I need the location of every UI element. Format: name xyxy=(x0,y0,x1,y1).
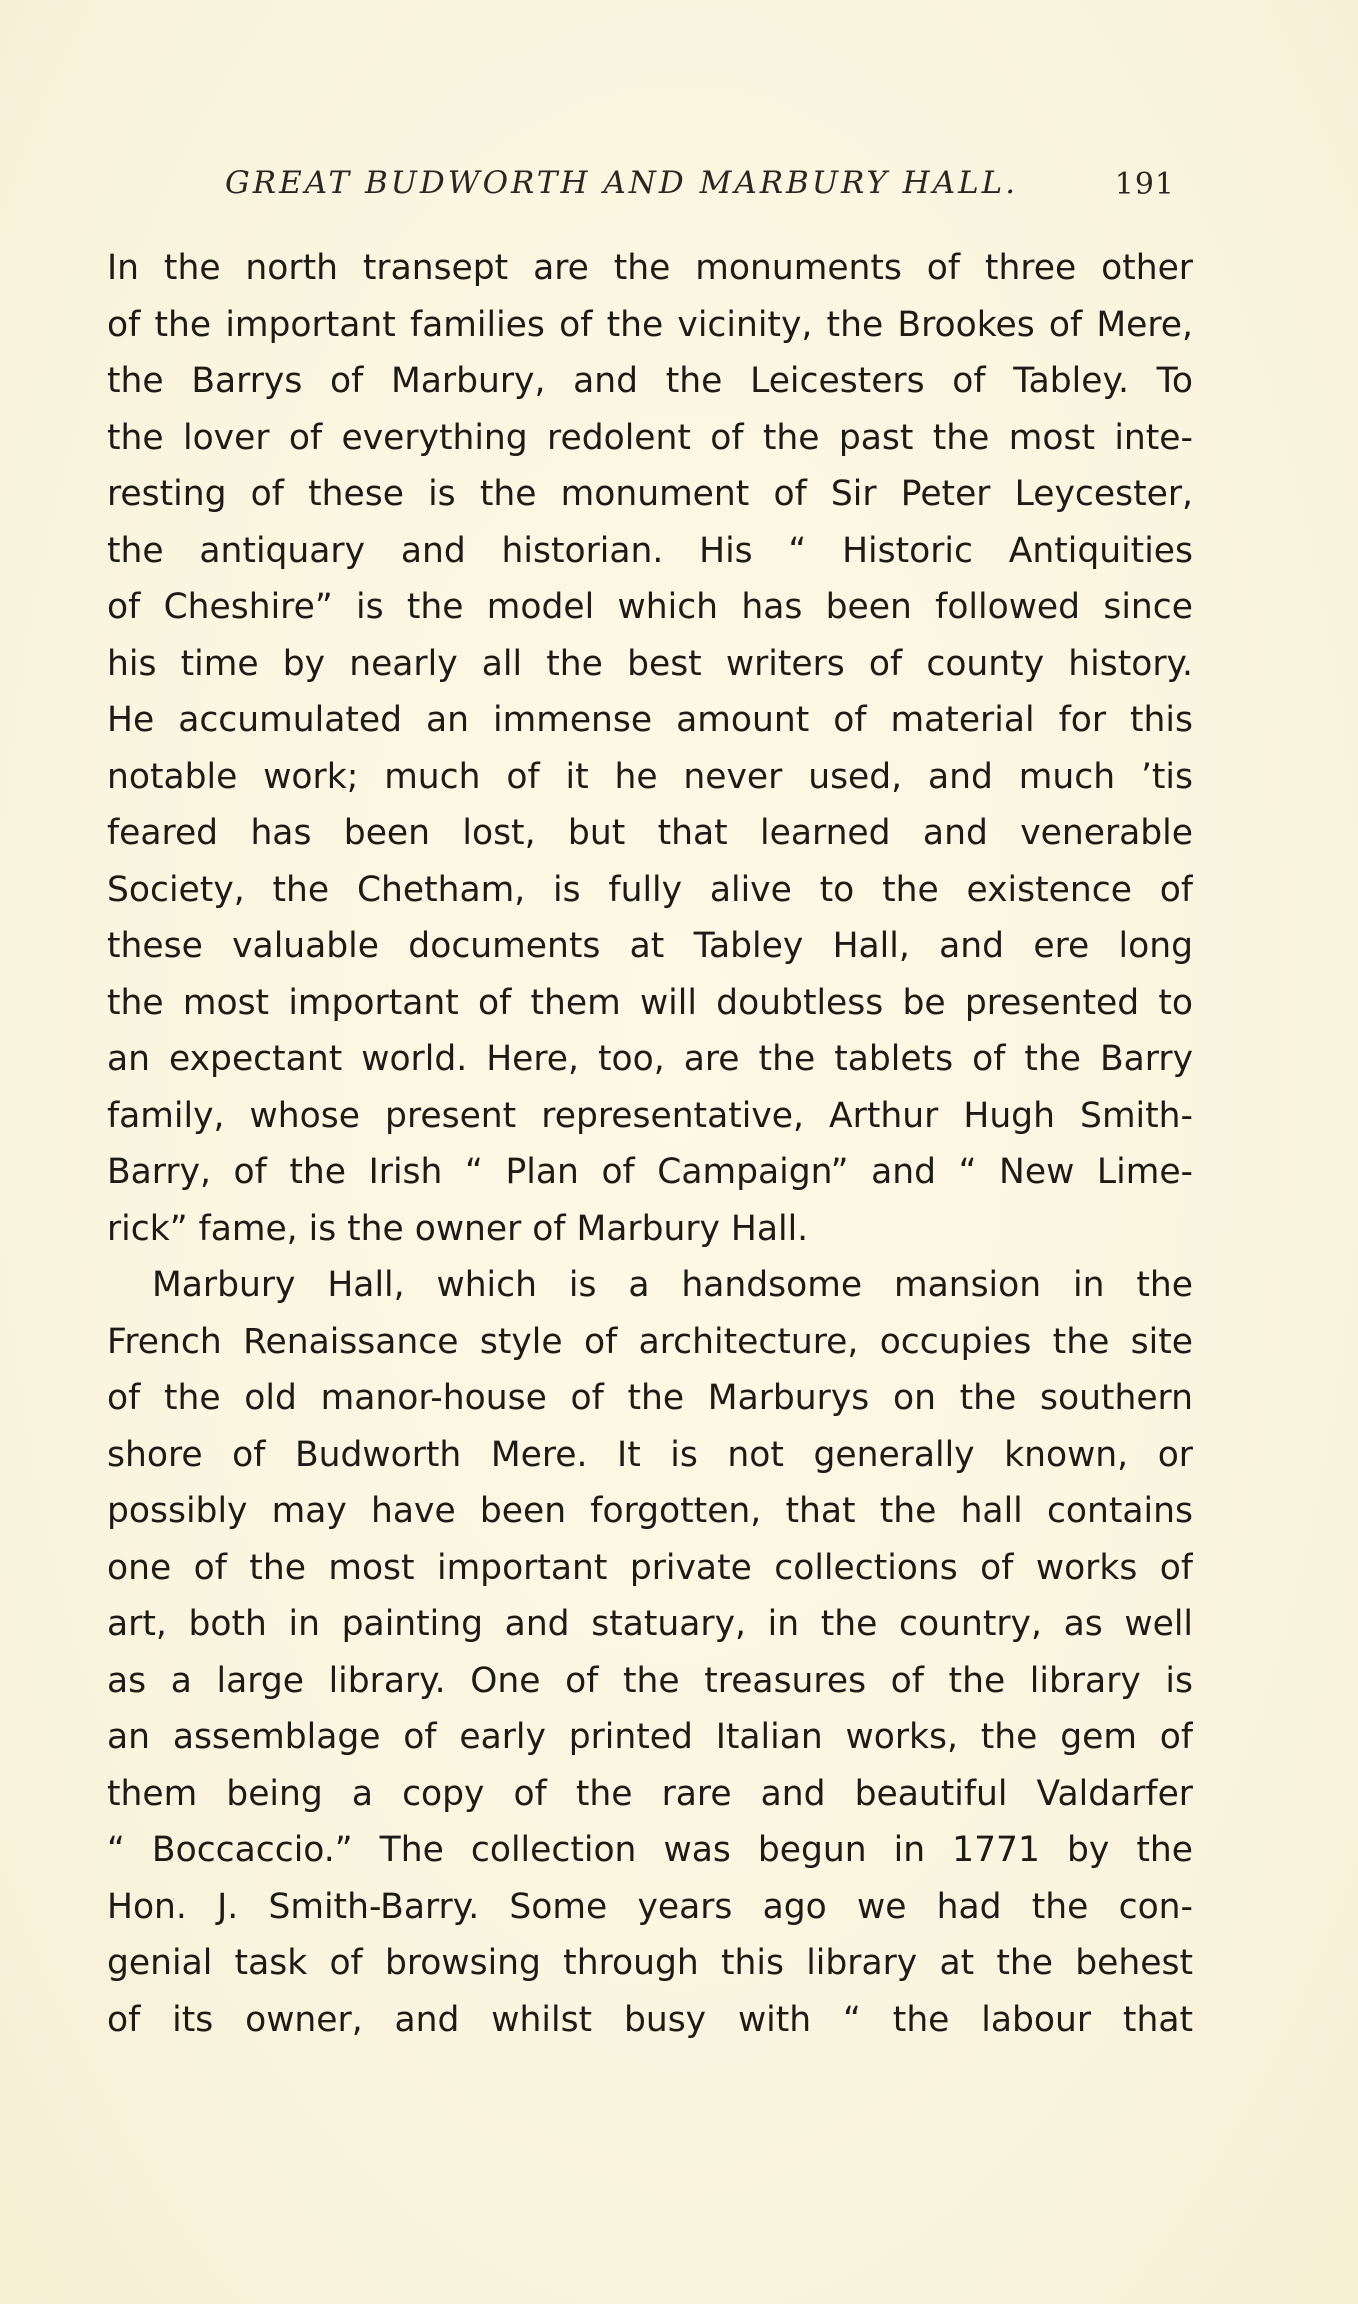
paragraph-2 xyxy=(107,1257,1193,2048)
text-line: them being a copy of the rare and beautiful Valdarfer xyxy=(107,1773,1193,1814)
text-line: the lover of everything redolent of the past the most inte- xyxy=(107,417,1193,458)
text-line: “ Boccaccio.” The collection was begun in 1771 by the xyxy=(107,1830,1193,1870)
text-line: In the north transept are the monuments of three other xyxy=(107,248,1193,288)
text-line: Society, the Chetham, is fully alive to the existence of xyxy=(107,869,1193,910)
paragraph-1 xyxy=(107,240,1193,1257)
text-line: as a large library. One of the treasures of the library is xyxy=(107,1660,1193,1701)
text-line: Barry, of the Irish “ Plan of Campaign” and “ New Lime- xyxy=(107,1152,1193,1192)
text-line: notable work; much of it he never used, and much ’tis xyxy=(107,756,1193,797)
text-line: He accumulated an immense amount of material for this xyxy=(107,700,1193,740)
text-line: of its owner, and whilst busy with “ the labour that xyxy=(107,1999,1193,2040)
page-number: 191 xyxy=(1114,167,1175,202)
text-line: an expectant world. Here, too, are the tablets of the Barry xyxy=(107,1039,1193,1079)
text-line: the antiquary and historian. His “ Historic Antiquities xyxy=(107,530,1193,571)
running-header xyxy=(225,165,1175,209)
text-line: genial task of browsing through this library at the behest xyxy=(107,1943,1193,1983)
text-line: Marbury Hall, which is a handsome mansion in the xyxy=(152,1265,1193,1305)
text-line: feared has been lost, but that learned and venerable xyxy=(107,813,1193,853)
text-line: resting of these is the monument of Sir Peter Leycester, xyxy=(107,474,1193,514)
text-line: one of the most important private collections of works of xyxy=(107,1547,1193,1588)
text-line: family, whose present representative, Arthur Hugh Smith- xyxy=(107,1095,1193,1136)
body-text xyxy=(107,240,1193,2048)
text-line: rick” fame, is the owner of Marbury Hall. xyxy=(107,1208,809,1249)
text-line: of the important families of the vicinity, the Brookes of Mere, xyxy=(107,304,1193,345)
text-line: an assemblage of early printed Italian works, the gem of xyxy=(107,1717,1193,1757)
text-line: of Cheshire” is the model which has been followed since xyxy=(107,587,1193,627)
running-title: GREAT BUDWORTH AND MARBURY HALL. xyxy=(225,165,1019,201)
text-line: the Barrys of Marbury, and the Leicesters of Tabley. To xyxy=(107,361,1193,401)
text-line: possibly may have been forgotten, that the hall contains xyxy=(107,1491,1193,1531)
text-line: his time by nearly all the best writers of county history. xyxy=(107,643,1193,684)
text-line: these valuable documents at Tabley Hall, and ere long xyxy=(107,926,1193,966)
text-line: French Renaissance style of architecture, occupies the site xyxy=(107,1321,1193,1362)
text-line: the most important of them will doubtless be presented to xyxy=(107,982,1193,1023)
text-line: art, both in painting and statuary, in the country, as well xyxy=(107,1604,1193,1644)
text-line: shore of Budworth Mere. It is not generally known, or xyxy=(107,1434,1193,1475)
text-line: of the old manor-house of the Marburys on the southern xyxy=(107,1378,1193,1418)
text-line: Hon. J. Smith-Barry. Some years ago we had the con- xyxy=(107,1886,1193,1927)
